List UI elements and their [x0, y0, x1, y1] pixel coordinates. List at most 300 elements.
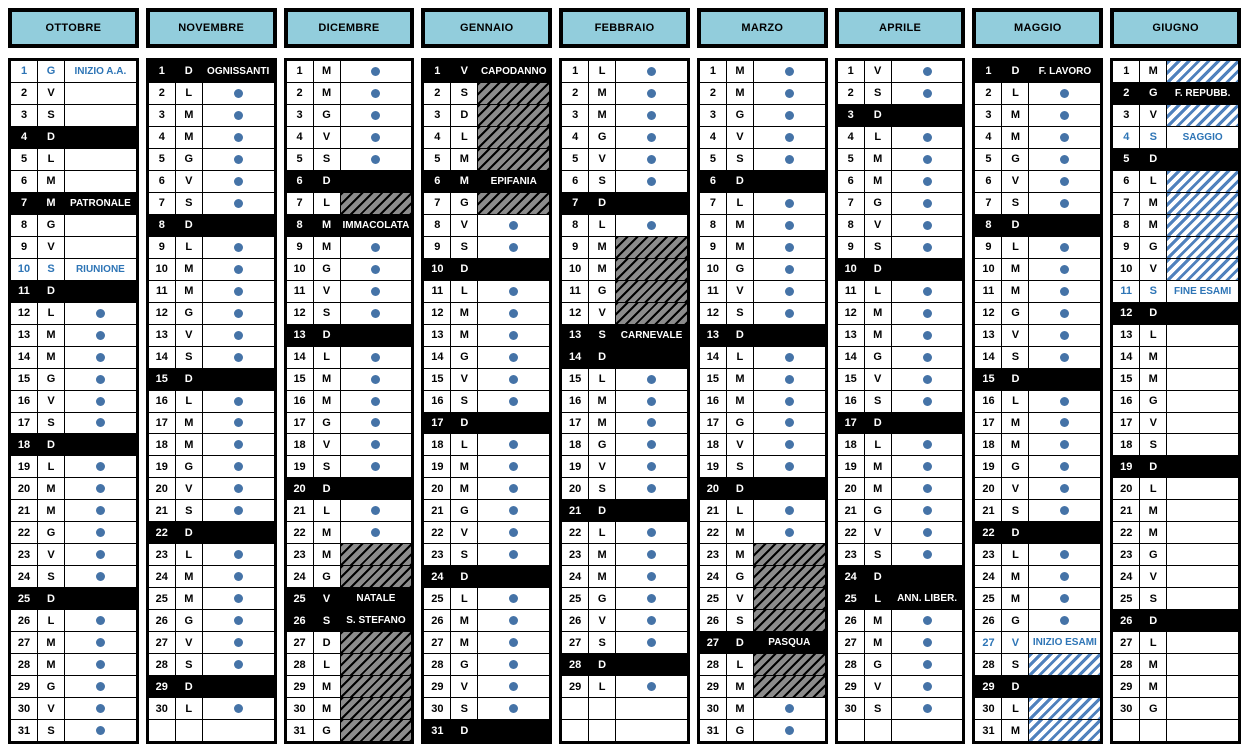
day-row — [700, 587, 825, 609]
day-number: 17 — [1113, 413, 1140, 434]
day-number: 24 — [424, 566, 451, 587]
day-number: 23 — [287, 544, 314, 565]
day-number: 27 — [838, 632, 865, 653]
day-row — [975, 346, 1100, 368]
lesson-dot — [647, 111, 656, 120]
day-number: 29 — [562, 676, 589, 697]
day-content — [341, 83, 412, 104]
day-letter: G — [314, 720, 341, 741]
day-number: 10 — [1113, 259, 1140, 280]
day-number: 7 — [149, 193, 176, 214]
day-letter: S — [314, 456, 341, 477]
day-number: 20 — [11, 478, 38, 499]
day-row — [1113, 631, 1238, 653]
lesson-dot — [234, 397, 243, 406]
day-row — [975, 104, 1100, 126]
day-letter: V — [865, 676, 892, 697]
day-row — [287, 368, 412, 390]
lesson-dot — [509, 506, 518, 515]
day-content — [754, 434, 825, 455]
day-content — [65, 149, 136, 170]
day-letter: M — [314, 369, 341, 390]
day-number: 19 — [975, 456, 1002, 477]
day-row — [700, 390, 825, 412]
lesson-dot — [96, 528, 105, 537]
day-row — [562, 148, 687, 170]
day-number: 2 — [975, 83, 1002, 104]
day-letter: G — [589, 127, 616, 148]
day-number: 18 — [149, 434, 176, 455]
lesson-dot — [785, 111, 794, 120]
day-letter: S — [176, 193, 203, 214]
lesson-dot — [234, 484, 243, 493]
day-number: 4 — [424, 127, 451, 148]
day-content — [203, 434, 274, 455]
day-content — [1167, 171, 1238, 192]
day-number: 15 — [838, 369, 865, 390]
lesson-dot — [96, 616, 105, 625]
day-row — [424, 609, 549, 631]
day-number: 27 — [700, 632, 727, 653]
lesson-dot — [923, 221, 932, 230]
day-letter: S — [176, 347, 203, 368]
day-content — [892, 303, 963, 324]
day-letter: V — [176, 171, 203, 192]
day-label: PATRONALE — [70, 197, 131, 209]
day-number: 31 — [11, 720, 38, 741]
day-content — [203, 347, 274, 368]
lesson-dot — [923, 67, 932, 76]
day-letter: G — [176, 303, 203, 324]
day-number: 5 — [149, 149, 176, 170]
filler-row — [838, 719, 963, 741]
day-content — [478, 632, 549, 653]
day-row — [149, 236, 274, 258]
lesson-dot — [234, 594, 243, 603]
day-number: 15 — [700, 369, 727, 390]
day-number: 9 — [424, 237, 451, 258]
day-content — [478, 281, 549, 302]
day-number: 7 — [1113, 193, 1140, 214]
day-number: 23 — [11, 544, 38, 565]
day-content — [892, 544, 963, 565]
day-letter: M — [176, 588, 203, 609]
day-content — [754, 456, 825, 477]
lesson-dot — [371, 265, 380, 274]
day-row — [700, 170, 825, 192]
day-row — [149, 192, 274, 214]
day-letter: M — [727, 83, 754, 104]
day-letter: M — [865, 456, 892, 477]
day-number: 6 — [424, 171, 451, 192]
day-row — [838, 499, 963, 521]
day-row — [11, 214, 136, 236]
day-number: 10 — [287, 259, 314, 280]
day-number — [149, 720, 176, 741]
day-row — [424, 148, 549, 170]
day-row — [838, 214, 963, 236]
day-number: 1 — [424, 61, 451, 82]
day-row — [287, 499, 412, 521]
day-content — [203, 588, 274, 609]
day-label: SAGGIO — [1182, 131, 1223, 143]
day-content — [65, 676, 136, 697]
lesson-dot — [509, 638, 518, 647]
day-content — [616, 434, 687, 455]
lesson-dot — [647, 682, 656, 691]
day-content — [616, 566, 687, 587]
lesson-dot — [371, 353, 380, 362]
day-row — [287, 390, 412, 412]
day-content — [65, 500, 136, 521]
day-content — [1167, 632, 1238, 653]
day-content — [754, 105, 825, 126]
day-content — [341, 237, 412, 258]
day-number: 21 — [149, 500, 176, 521]
day-row — [149, 302, 274, 324]
day-letter: V — [865, 369, 892, 390]
lesson-dot — [1060, 243, 1069, 252]
day-letter: L — [314, 654, 341, 675]
lesson-dot — [509, 550, 518, 559]
day-row — [975, 82, 1100, 104]
day-letter: L — [38, 456, 65, 477]
day-content — [1029, 478, 1100, 499]
day-row — [11, 258, 136, 280]
day-letter: M — [1140, 369, 1167, 390]
day-row — [424, 631, 549, 653]
day-number: 2 — [11, 83, 38, 104]
day-row — [700, 719, 825, 741]
day-row — [149, 368, 274, 390]
day-row — [562, 390, 687, 412]
day-number: 18 — [700, 434, 727, 455]
day-content — [892, 588, 963, 609]
day-letter: V — [1002, 478, 1029, 499]
lesson-dot — [785, 287, 794, 296]
lesson-dot — [96, 726, 105, 735]
day-letter: M — [589, 544, 616, 565]
lesson-dot — [234, 462, 243, 471]
day-letter: G — [176, 610, 203, 631]
lesson-dot — [1060, 353, 1069, 362]
day-letter: D — [38, 127, 65, 148]
day-number: 13 — [700, 325, 727, 346]
day-content — [478, 347, 549, 368]
day-number: 16 — [1113, 391, 1140, 412]
day-content — [1167, 434, 1238, 455]
day-letter: V — [865, 61, 892, 82]
day-row — [424, 214, 549, 236]
day-row — [1113, 390, 1238, 412]
day-row — [287, 346, 412, 368]
day-number: 5 — [975, 149, 1002, 170]
day-row — [424, 433, 549, 455]
day-number: 24 — [700, 566, 727, 587]
day-row — [838, 609, 963, 631]
day-content — [341, 500, 412, 521]
day-content — [1029, 588, 1100, 609]
day-content — [892, 632, 963, 653]
day-letter: D — [1002, 369, 1029, 390]
day-letter: V — [1140, 259, 1167, 280]
day-letter: G — [727, 413, 754, 434]
day-letter: L — [589, 522, 616, 543]
day-letter: G — [38, 215, 65, 236]
day-letter: D — [38, 281, 65, 302]
day-content — [1029, 369, 1100, 390]
day-label: CAPODANNO — [480, 65, 547, 77]
day-content — [203, 215, 274, 236]
day-letter: M — [1140, 654, 1167, 675]
day-row — [11, 390, 136, 412]
lesson-dot — [509, 243, 518, 252]
day-content — [478, 588, 549, 609]
day-letter: M — [1140, 61, 1167, 82]
day-letter: D — [451, 105, 478, 126]
day-row — [1113, 61, 1238, 82]
day-content — [1167, 478, 1238, 499]
day-number: 9 — [11, 237, 38, 258]
day-letter: S — [865, 83, 892, 104]
lesson-dot — [647, 616, 656, 625]
day-content — [892, 566, 963, 587]
lesson-dot — [923, 331, 932, 340]
day-number: 26 — [149, 610, 176, 631]
day-row — [1113, 433, 1238, 455]
day-row — [838, 61, 963, 82]
day-number: 15 — [975, 369, 1002, 390]
day-content — [616, 588, 687, 609]
day-content — [65, 544, 136, 565]
day-letter: M — [589, 259, 616, 280]
day-number: 31 — [287, 720, 314, 741]
day-row — [1113, 126, 1238, 148]
day-row — [287, 302, 412, 324]
lesson-dot — [785, 89, 794, 98]
day-row — [975, 148, 1100, 170]
day-content — [892, 654, 963, 675]
day-letter: M — [314, 676, 341, 697]
day-letter: M — [1002, 105, 1029, 126]
day-content — [341, 105, 412, 126]
day-row — [11, 675, 136, 697]
day-row — [424, 236, 549, 258]
lesson-dot — [1060, 418, 1069, 427]
day-content — [203, 281, 274, 302]
day-content — [754, 193, 825, 214]
day-letter: G — [38, 676, 65, 697]
day-number: 30 — [975, 698, 1002, 719]
day-number: 23 — [838, 544, 865, 565]
lesson-dot — [509, 375, 518, 384]
day-letter: D — [176, 61, 203, 82]
day-content — [65, 566, 136, 587]
day-number: 9 — [975, 237, 1002, 258]
day-content — [65, 325, 136, 346]
day-letter: G — [1002, 610, 1029, 631]
day-letter: S — [1140, 434, 1167, 455]
day-number: 20 — [838, 478, 865, 499]
day-letter: V — [727, 281, 754, 302]
day-content — [65, 61, 136, 82]
day-letter: M — [589, 105, 616, 126]
day-content — [616, 171, 687, 192]
day-content — [892, 105, 963, 126]
lesson-dot — [371, 133, 380, 142]
day-letter: L — [38, 610, 65, 631]
lesson-dot — [785, 440, 794, 449]
day-number: 11 — [424, 281, 451, 302]
day-content — [478, 105, 549, 126]
day-number: 28 — [700, 654, 727, 675]
day-content — [478, 522, 549, 543]
month-days-grid — [1110, 58, 1241, 744]
day-row — [838, 192, 963, 214]
day-letter: M — [451, 171, 478, 192]
day-row — [1113, 170, 1238, 192]
day-row — [562, 543, 687, 565]
day-content — [203, 83, 274, 104]
day-row — [838, 368, 963, 390]
day-content — [892, 698, 963, 719]
day-number: 5 — [1113, 149, 1140, 170]
day-content — [203, 303, 274, 324]
day-number: 7 — [838, 193, 865, 214]
day-row — [838, 477, 963, 499]
day-content — [341, 149, 412, 170]
day-content — [616, 632, 687, 653]
day-content — [341, 676, 412, 697]
day-letter: V — [176, 632, 203, 653]
day-number: 4 — [11, 127, 38, 148]
day-letter: D — [727, 325, 754, 346]
month-header — [284, 8, 415, 48]
lesson-dot — [96, 353, 105, 362]
month-header — [146, 8, 277, 48]
day-content — [1167, 193, 1238, 214]
day-row — [975, 258, 1100, 280]
day-letter: G — [451, 347, 478, 368]
lesson-dot — [1060, 572, 1069, 581]
day-row — [1113, 346, 1238, 368]
day-row — [562, 82, 687, 104]
day-content — [478, 259, 549, 280]
month-column-febbraio — [559, 8, 690, 744]
day-content — [1167, 369, 1238, 390]
day-letter: G — [451, 500, 478, 521]
day-content — [892, 391, 963, 412]
day-number: 21 — [11, 500, 38, 521]
day-number: 19 — [149, 456, 176, 477]
day-letter: M — [589, 413, 616, 434]
day-content — [203, 522, 274, 543]
day-number: 28 — [287, 654, 314, 675]
day-content — [616, 237, 687, 258]
day-number: 18 — [1113, 434, 1140, 455]
lesson-dot — [647, 484, 656, 493]
day-number: 4 — [975, 127, 1002, 148]
day-letter: G — [727, 566, 754, 587]
day-content — [478, 720, 549, 741]
day-letter: L — [451, 434, 478, 455]
day-row — [424, 192, 549, 214]
day-letter: M — [727, 676, 754, 697]
day-number: 30 — [700, 698, 727, 719]
day-letter: M — [38, 500, 65, 521]
day-content — [892, 456, 963, 477]
day-row — [287, 170, 412, 192]
day-content — [1167, 281, 1238, 302]
day-letter: M — [314, 698, 341, 719]
day-content — [341, 391, 412, 412]
day-letter: G — [1140, 698, 1167, 719]
day-row — [700, 324, 825, 346]
day-number: 18 — [287, 434, 314, 455]
day-number: 26 — [11, 610, 38, 631]
day-number: 10 — [11, 259, 38, 280]
day-letter: V — [1002, 632, 1029, 653]
lesson-dot — [923, 550, 932, 559]
day-letter: L — [865, 588, 892, 609]
day-row — [149, 587, 274, 609]
day-number: 7 — [975, 193, 1002, 214]
day-row — [562, 433, 687, 455]
day-row — [424, 346, 549, 368]
lesson-dot — [509, 331, 518, 340]
day-row — [287, 280, 412, 302]
day-row — [975, 192, 1100, 214]
day-letter: S — [38, 413, 65, 434]
day-number: 13 — [975, 325, 1002, 346]
day-content — [1029, 105, 1100, 126]
day-letter: M — [38, 347, 65, 368]
filler-row — [562, 697, 687, 719]
day-number: 12 — [424, 303, 451, 324]
day-row — [149, 675, 274, 697]
day-row — [424, 390, 549, 412]
day-content — [1029, 676, 1100, 697]
day-row — [562, 477, 687, 499]
day-row — [287, 126, 412, 148]
day-letter: M — [176, 127, 203, 148]
day-number: 29 — [975, 676, 1002, 697]
day-content — [616, 61, 687, 82]
day-row — [1113, 587, 1238, 609]
day-number: 12 — [149, 303, 176, 324]
day-content — [1029, 215, 1100, 236]
day-number: 20 — [149, 478, 176, 499]
day-number: 15 — [149, 369, 176, 390]
day-letter: M — [589, 237, 616, 258]
day-number: 11 — [1113, 281, 1140, 302]
day-letter: S — [1140, 588, 1167, 609]
lesson-dot — [371, 506, 380, 515]
day-number: 29 — [11, 676, 38, 697]
day-content — [892, 478, 963, 499]
day-letter: D — [1002, 522, 1029, 543]
lesson-dot — [923, 89, 932, 98]
lesson-dot — [96, 660, 105, 669]
month-column-ottobre — [8, 8, 139, 744]
day-row — [1113, 258, 1238, 280]
day-letter: D — [727, 478, 754, 499]
lesson-dot — [1060, 440, 1069, 449]
day-number: 21 — [700, 500, 727, 521]
day-number: 2 — [838, 83, 865, 104]
lesson-dot — [785, 418, 794, 427]
lesson-dot — [96, 506, 105, 515]
